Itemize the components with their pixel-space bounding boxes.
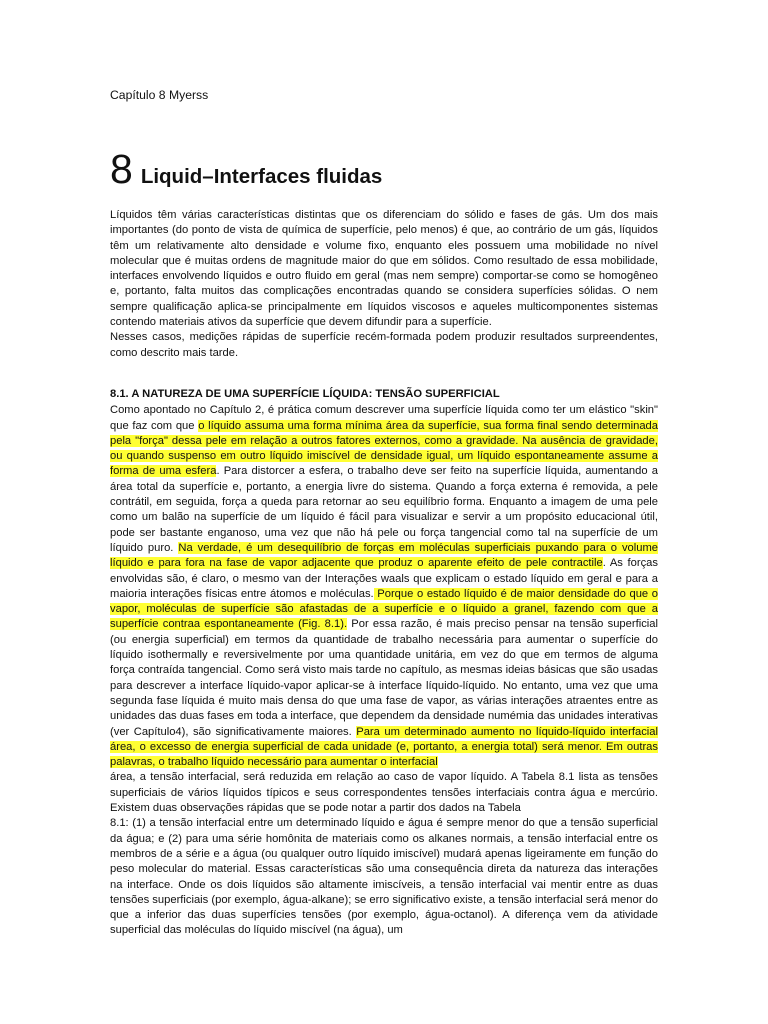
section-8-1 <box>110 387 658 939</box>
section-paragraph-3: 8.1: (1) a tensão interfacial entre um determinado líquido e água é sempre menor do que a tensão superficial da água; e (2) para uma série homônita de materiais como os alkanes normais, a tensão interfacial entre os membros de a série e a água (ou qualquer outro líquido imiscível) mudará apenas ligeiramente em função do peso molecular do material. Essas características são uma consequência direta da natureza das interações na interface. Onde os dois líquidos são altamente imiscíveis, a tensão interfacial vai mentir entre as duas tensões superficiais (por exemplo, água-alkane); se erro significativo existe, a tensão interfacial será menor do que a inferior das duas superfícies tensões (por exemplo, água-octanol). A diferença vem da atividade superficial das moléculas do líquido miscível (na água), um <box>110 817 658 937</box>
chapter-heading <box>110 146 382 193</box>
intro-section <box>110 208 658 361</box>
highlighted-text: Porque o estado líquido é de maior densidade do que o vapor, moléculas de superfície são afastadas de a superfície e o líquido a granel, fazendo com que a superfície contraa espontaneamente (Fig. 8.1). <box>110 587 658 631</box>
text-segment: . Para distorcer a esfera, o trabalho deve ser feito na superfície líquida, aumentando a área total da superfície e, portanto, a energia livre do sistema. Quando a força externa é removida, a pele contrátil, em seguida, força a queda para retornar ao seu equilíbrio forma. Enquanto a imagem de uma pele como um balão na superfície de um líquido é fácil para visualizar e servir a um propósito educacional útil, pode ser bastante enganoso, uma vez que não há pele ou força tangencial como tal na superfície de um líquido puro. <box>110 465 658 554</box>
text-segment: Como apontado no Capítulo 2, é prática comum descrever uma superfície líquida como ter um elástico "skin" que faz com que <box>110 404 658 432</box>
text-segment: . As forças envolvidas são, é claro, o mesmo van der Interações waals que explicam o estado líquido em geral e para a maioria interações físicas entre átomos e moléculas. <box>110 557 658 600</box>
text-segment: Por essa razão, é mais preciso pensar na tensão superficial (ou energia superficial) em termos da quantidade de trabalho necessária para aumentar o superfície do líquido isothermally e reversivelmente por uma quantidade unitária, em vez do que em termos de alguma força contraída tangencial. Como será visto mais tarde no capítulo, as mesmas ideias básicas que são usadas para descrever a interface líquido-vapor aplicar-se à interface líquido-líquido. No entanto, uma vez que uma segunda fase líquida é muito mais densa do que uma fase de vapor, as várias interações atraentes entre as unidades das duas fases em toda a interface, que dependem da densidade numémia das unidades interativas (ver Capítulo4), são significativamente maiores. <box>110 618 658 738</box>
chapter-title: Liquid–Interfaces fluidas <box>140 165 383 188</box>
intro-paragraph-2: Nesses casos, medições rápidas de superfície recém-formada podem produzir resultados surpreendentes, como descrito mais tarde. <box>110 331 658 359</box>
chapter-number: 8 <box>110 146 133 192</box>
highlighted-text: Para um determinado aumento no líquido-líquido interfacial área, o excesso de energia superficial de cada unidade (e, portanto, a energia total) será menor. Em outras palavras, o trabalho líquido necessário para aumentar o interfacial <box>110 725 659 769</box>
highlighted-text: o líquido assuma uma forma mínima área da superfície, sua forma final sendo determinada pela "força" dessa pele em relação a outros fatores externos, como a gravidade. Na ausência de gravidade, ou quando suspenso em outro líquido imiscível de densidade igual, um líquido espontaneamente assume a forma de uma esfera <box>110 419 658 478</box>
highlighted-text: Na verdade, é um desequilíbrio de forças em moléculas superficiais puxando para o volume líquido e para fora na fase de vapor adjacente que produz o aparente efeito de pele contractile <box>110 541 659 570</box>
section-paragraph-2: área, a tensão interfacial, será reduzida em relação ao caso de vapor líquido. A Tabela 8.1 lista as tensões superficiais de vários líquidos típicos e seus correspondentes tensões interfaciais contra água e mercúrio. Existem duas observações rápidas que se pode notar a partir dos dados na Tabela <box>110 771 658 815</box>
chapter-label: Capítulo 8 Myerss <box>110 88 209 102</box>
section-paragraph-1 <box>110 403 658 770</box>
intro-paragraph-1: Líquidos têm várias características distintas que os diferenciam do sólido e fases de gás. Um dos mais importantes (do ponto de vista de química de superfície, pelo menos) é que, ao contrário de um gás, líquidos têm um relativamente alto densidade e volume fixo, enquanto eles possuem uma mobilidade no nível molecular que é muitas ordens de magnitude maior do que em sólidos. Como resultado de essa mobilidade, interfaces envolvendo líquidos e outro fluido em geral (mas nem sempre) comportar-se como se homogêneo e, portanto, falta muitos das complicações encontradas quando se considera superfícies sólidas. O nem sempre qualificação aplica-se principalmente em líquidos viscosos e aqueles multicomponentes sistemas contendo materiais ativos da superfície que devem difundir para a superfície. <box>110 209 658 329</box>
section-heading: 8.1. A NATUREZA DE UMA SUPERFÍCIE LÍQUIDA: TENSÃO SUPERFICIAL <box>110 388 500 400</box>
